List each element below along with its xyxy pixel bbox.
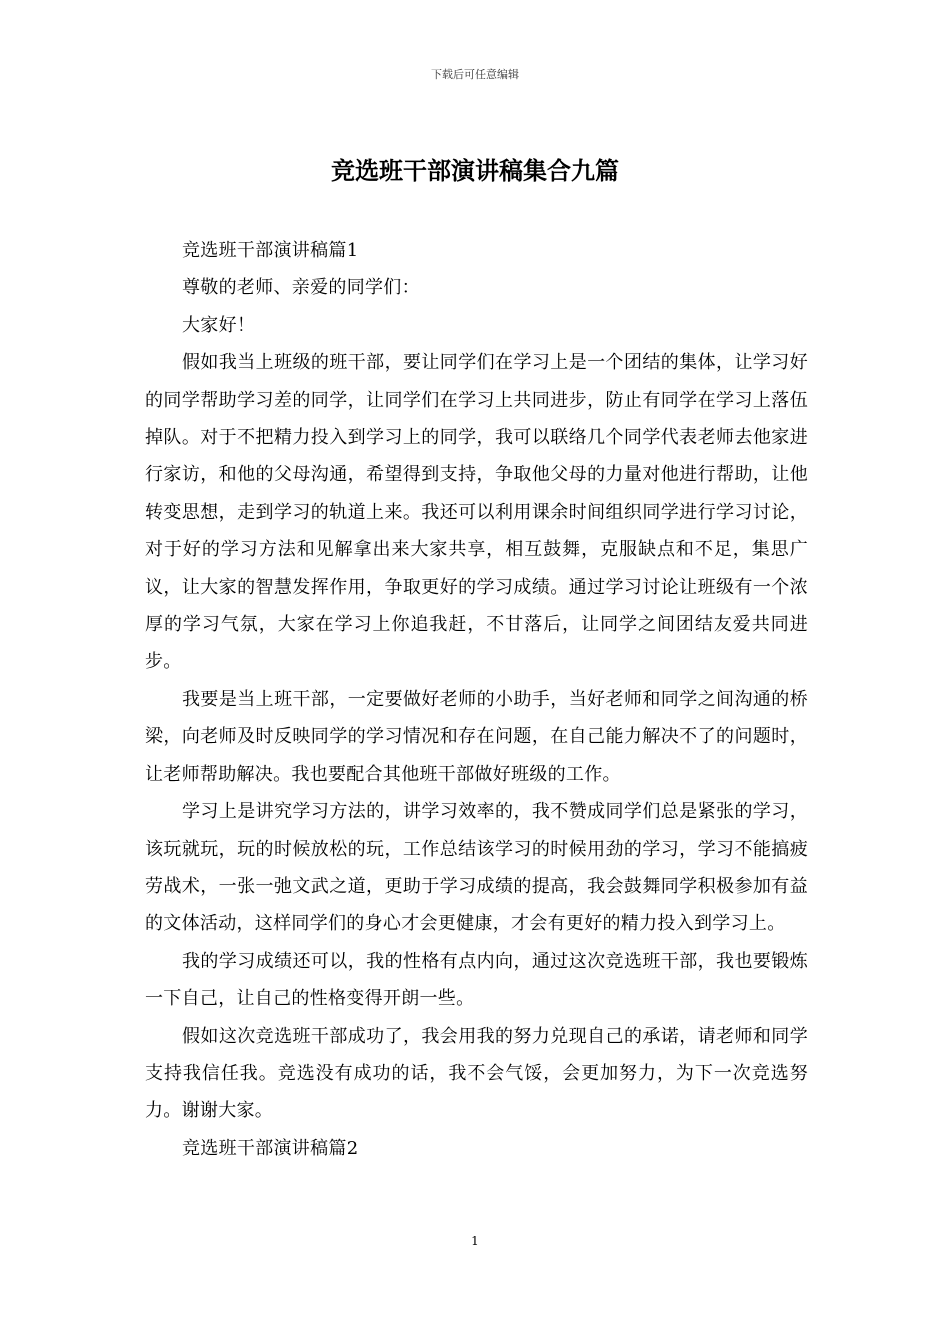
section-heading: 竞选班干部演讲稿篇2	[182, 1137, 359, 1159]
body-paragraph: 我要是当上班干部，一定要做好老师的小助手，当好老师和同学之间沟通的桥梁，向老师及时反映同学的学习情况和存在问题，在自己能力解决不了的问题时，让老师帮助解决。我也要配合其他班干部做好班级的工作。	[145, 688, 808, 785]
body-paragraph: 我的学习成绩还可以，我的性格有点内向，通过这次竞选班干部，我也要锻炼一下自己，让自己的性格变得开朗一些。	[145, 950, 808, 1010]
salutation: 尊敬的老师、亲爱的同学们：	[182, 277, 420, 299]
body-paragraph: 学习上是讲究学习方法的，讲学习效率的，我不赞成同学们总是紧张的学习，该玩就玩，玩的时候放松的玩，工作总结该学习的时候用劲的学习，学习不能搞疲劳战术，一张一弛文武之道，更助于学习成绩的提高，我会鼓舞同学积极参加有益的文体活动，这样同学们的身心才会更健康，才会有更好的精力投入到学习上。	[145, 801, 808, 935]
body-paragraph: 假如这次竞选班干部成功了，我会用我的努力兑现自己的承诺，请老师和同学支持我信任我。竞选没有成功的话，我不会气馁，会更加努力，为下一次竞选努力。谢谢大家。	[145, 1025, 808, 1122]
document-title: 竞选班干部演讲稿集合九篇	[331, 156, 619, 185]
document-body	[145, 232, 808, 1167]
header-note: 下载后可任意编辑	[431, 68, 519, 81]
section-heading: 竞选班干部演讲稿篇1	[182, 240, 359, 261]
body-paragraph: 假如我当上班级的班干部，要让同学们在学习上是一个团结的集体，让学习好的同学帮助学习差的同学，让同学们在学习上共同进步，防止有同学在学习上落伍掉队。对于不把精力投入到学习上的同学，我可以联络几个同学代表老师去他家进行家访，和他的父母沟通，希望得到支持，争取他父母的力量对他进行帮助，让他转变思想，走到学习的轨道上来。我还可以利用课余时间组织同学进行学习讨论，对于好的学习方法和见解拿出来大家共享，相互鼓舞，克服缺点和不足，集思广议，让大家的智慧发挥作用，争取更好的学习成绩。通过学习讨论让班级有一个浓厚的学习气氛，大家在学习上你追我赶，不甘落后，让同学之间团结友爱共同进步。	[145, 352, 808, 673]
greeting: 大家好！	[182, 314, 256, 336]
page-number: 1	[471, 1234, 479, 1248]
